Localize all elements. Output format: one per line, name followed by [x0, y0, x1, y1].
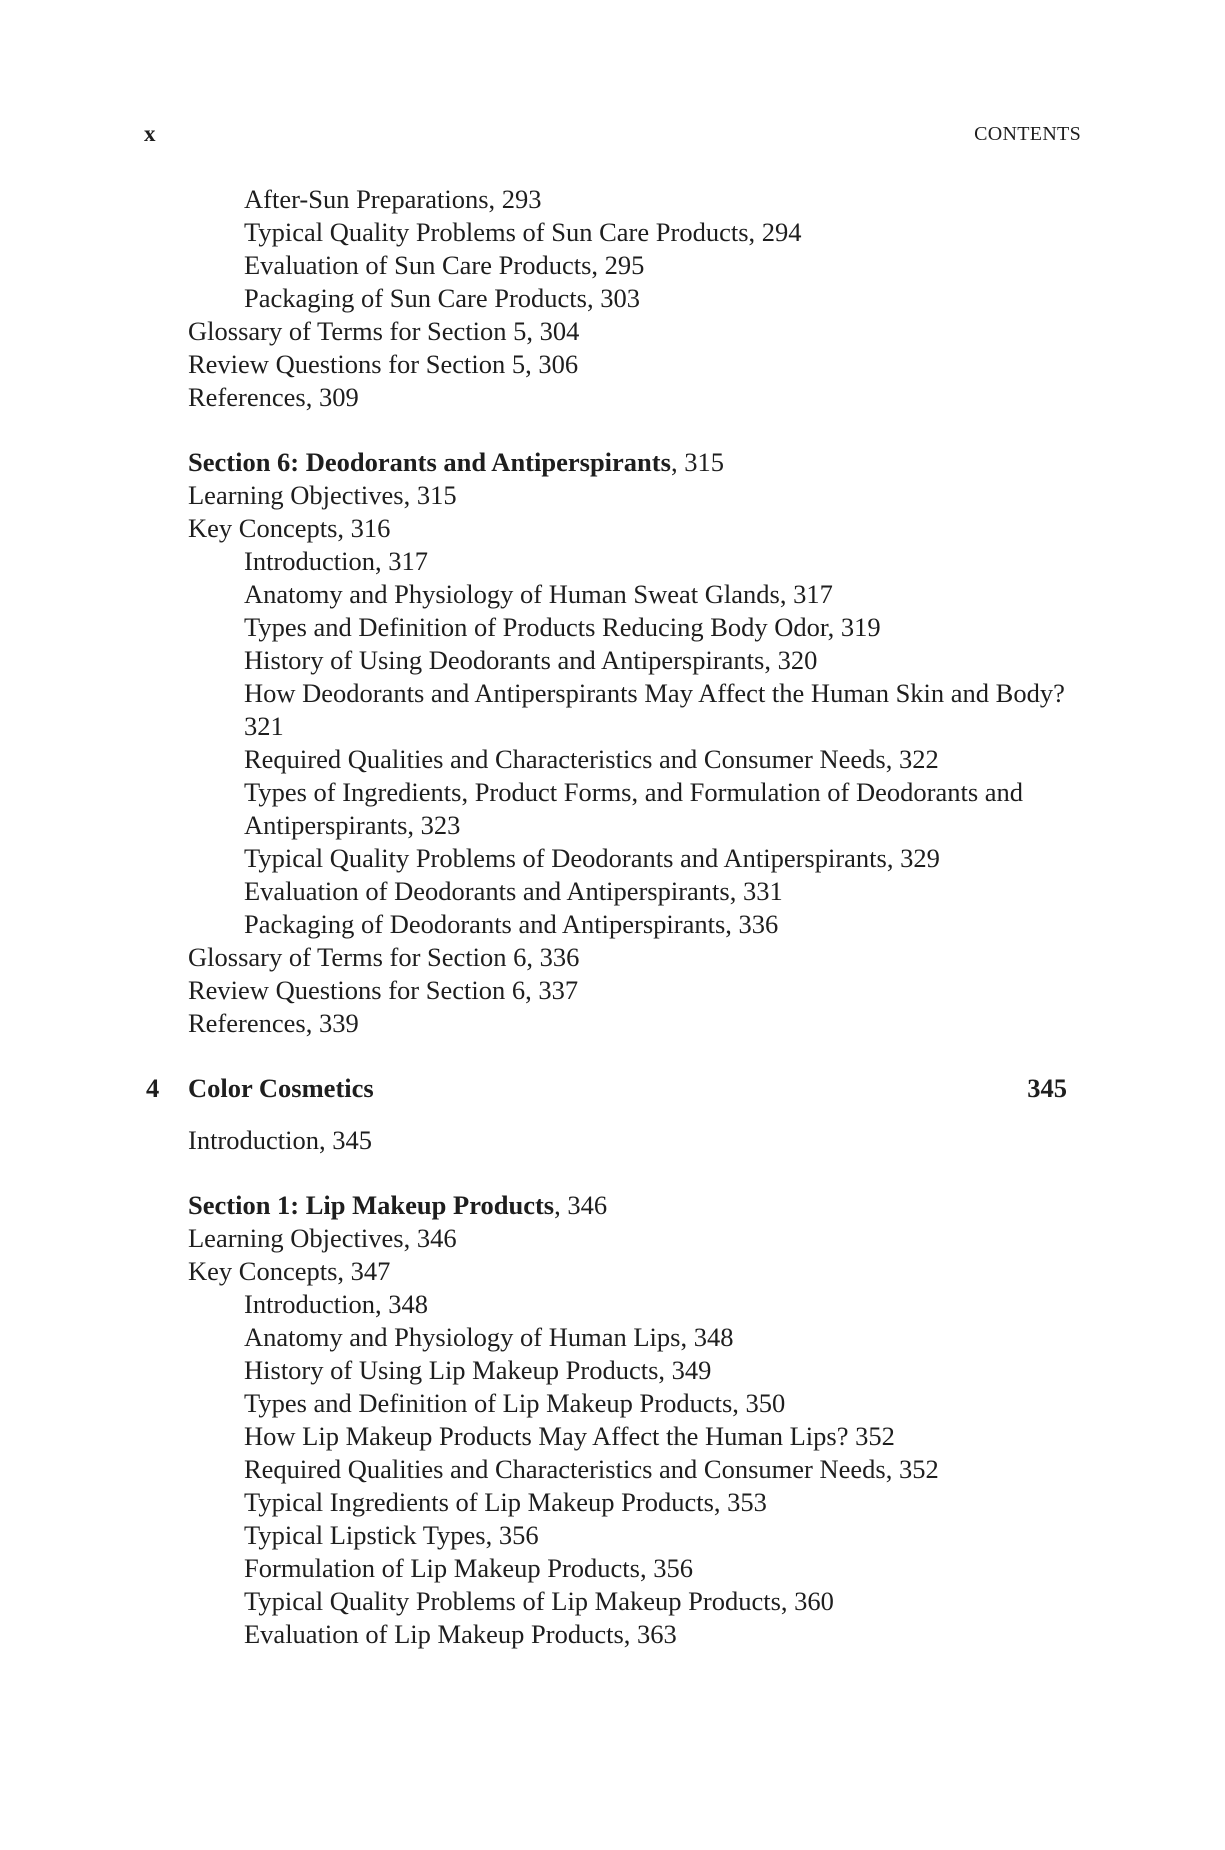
toc-entry[interactable]: References, 339 — [188, 1008, 359, 1038]
toc-entry[interactable]: Learning Objectives, 315 — [188, 480, 457, 510]
toc-entry[interactable]: Learning Objectives, 346 — [188, 1223, 457, 1253]
chapter-title: Color Cosmetics — [188, 1073, 374, 1103]
toc-entry[interactable]: How Lip Makeup Products May Affect the Human Lips? 352 — [244, 1421, 895, 1451]
toc-entry[interactable]: References, 309 — [188, 382, 359, 412]
toc-entry[interactable]: Anatomy and Physiology of Human Sweat Glands, 317 — [244, 579, 833, 609]
section-title: Section 1: Lip Makeup Products — [188, 1190, 555, 1220]
toc-entry[interactable]: History of Using Lip Makeup Products, 349 — [244, 1355, 712, 1385]
chapter-page: 345 — [1027, 1073, 1067, 1103]
page-number: x — [144, 121, 156, 146]
toc-entry[interactable]: After-Sun Preparations, 293 — [244, 184, 542, 214]
toc-entry[interactable]: Typical Quality Problems of Lip Makeup Products, 360 — [244, 1586, 834, 1616]
section-heading[interactable] — [0, 1189, 1225, 1222]
section-page: , 315 — [670, 447, 724, 477]
toc-entry[interactable]: Types of Ingredients, Product Forms, and Formulation of Deodorants and Antiperspirants, 323 — [244, 777, 1024, 840]
chapter-number: 4 — [146, 1073, 160, 1103]
toc-entry[interactable]: Packaging of Deodorants and Antiperspirants, 336 — [244, 909, 779, 939]
toc-entry[interactable]: Introduction, 348 — [244, 1289, 428, 1319]
toc-entry[interactable]: Evaluation of Lip Makeup Products, 363 — [244, 1619, 677, 1649]
toc-entry[interactable]: Introduction, 345 — [188, 1125, 372, 1155]
page-header — [144, 121, 1081, 147]
table-of-contents — [0, 183, 1225, 1651]
toc-entry[interactable]: How Deodorants and Antiperspirants May Affect the Human Skin and Body? 321 — [244, 678, 1065, 741]
toc-entry[interactable]: Types and Definition of Lip Makeup Products, 350 — [244, 1388, 786, 1418]
section-heading[interactable] — [0, 446, 1225, 479]
chapter-heading[interactable] — [0, 1072, 1225, 1106]
toc-entry[interactable]: Key Concepts, 347 — [188, 1256, 391, 1286]
toc-entry[interactable]: Review Questions for Section 6, 337 — [188, 975, 579, 1005]
toc-entry[interactable]: Required Qualities and Characteristics and Consumer Needs, 322 — [244, 744, 939, 774]
toc-entry[interactable]: History of Using Deodorants and Antiperspirants, 320 — [244, 645, 818, 675]
toc-entry[interactable]: Evaluation of Deodorants and Antiperspirants, 331 — [244, 876, 783, 906]
toc-entry[interactable]: Review Questions for Section 5, 306 — [188, 349, 579, 379]
toc-entry[interactable]: Packaging of Sun Care Products, 303 — [244, 283, 640, 313]
toc-entry[interactable]: Required Qualities and Characteristics and Consumer Needs, 352 — [244, 1454, 939, 1484]
section-title: Section 6: Deodorants and Antiperspirants — [188, 447, 671, 477]
running-head: CONTENTS — [974, 123, 1081, 145]
section-page: , 346 — [554, 1190, 608, 1220]
toc-entry[interactable]: Typical Quality Problems of Sun Care Products, 294 — [244, 217, 802, 247]
toc-entry[interactable]: Glossary of Terms for Section 6, 336 — [188, 942, 580, 972]
toc-entry[interactable]: Typical Ingredients of Lip Makeup Products, 353 — [244, 1487, 767, 1517]
toc-entry[interactable]: Typical Lipstick Types, 356 — [244, 1520, 539, 1550]
toc-entry[interactable]: Typical Quality Problems of Deodorants and Antiperspirants, 329 — [244, 843, 940, 873]
toc-entry[interactable]: Types and Definition of Products Reducing Body Odor, 319 — [244, 612, 881, 642]
toc-entry[interactable]: Formulation of Lip Makeup Products, 356 — [244, 1553, 693, 1583]
toc-entry[interactable]: Key Concepts, 316 — [188, 513, 391, 543]
toc-entry[interactable]: Introduction, 317 — [244, 546, 428, 576]
toc-entry[interactable]: Anatomy and Physiology of Human Lips, 348 — [244, 1322, 734, 1352]
toc-entry[interactable]: Evaluation of Sun Care Products, 295 — [244, 250, 645, 280]
toc-entry[interactable]: Glossary of Terms for Section 5, 304 — [188, 316, 580, 346]
